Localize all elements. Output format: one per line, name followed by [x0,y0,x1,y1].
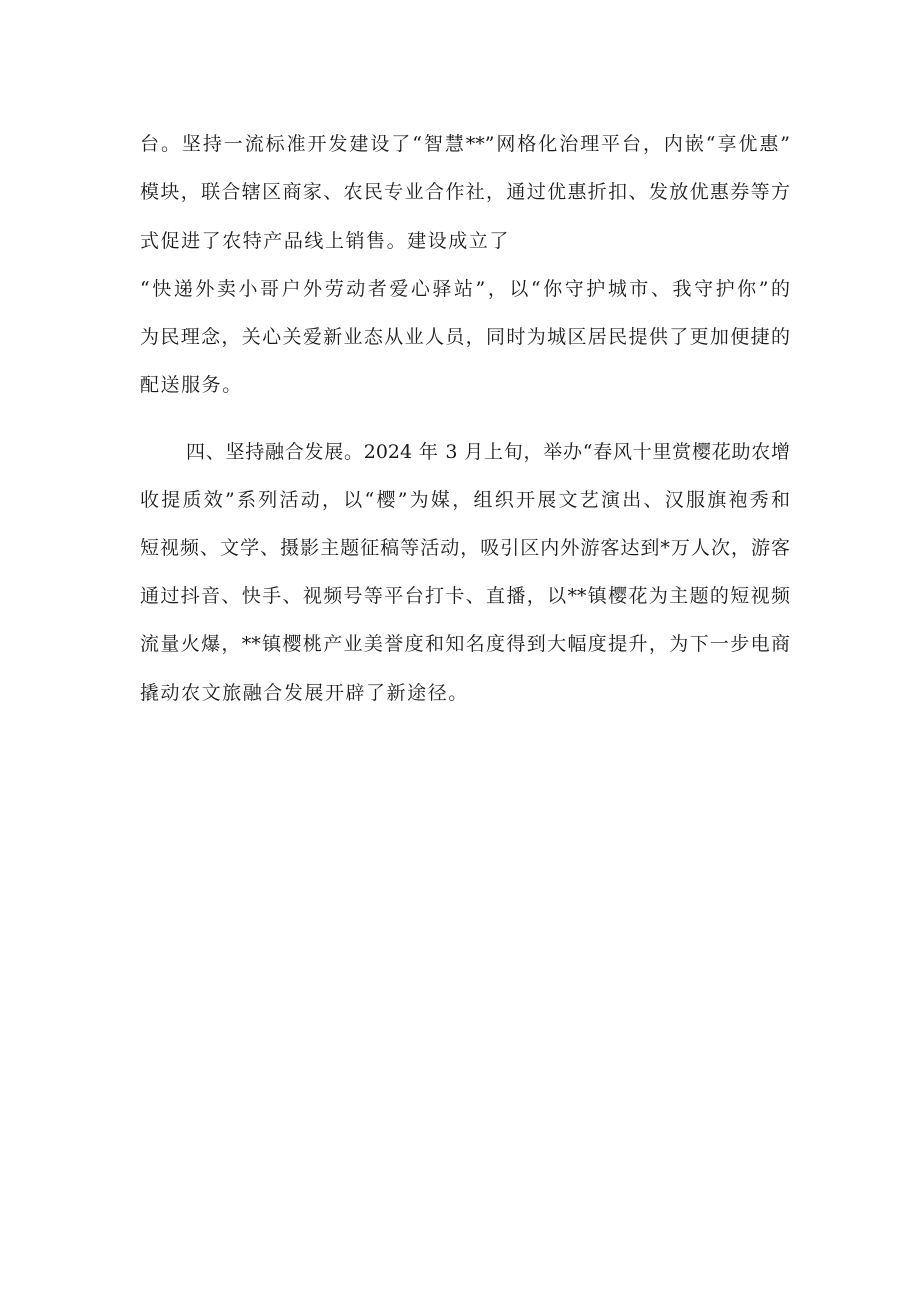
text-line: “快递外卖小哥户外劳动者爱心驿站”，以“你守护城市、我守护你”的 [140,278,790,300]
text-line: 台。坚持一流标准开发建设了“智慧**”网格化治理平台，内嵌“享优惠” [140,133,790,155]
text-line: 流量火爆，**镇樱桃产业美誉度和知名度得到大幅度提升，为下一步电商 [140,633,790,655]
text-line: 通过抖音、快手、视频号等平台打卡、直播，以**镇樱花为主题的短视频 [140,585,790,607]
text-line: 短视频、文学、摄影主题征稿等活动，吸引区内外游客达到*万人次，游客 [140,537,790,559]
text-line: 四、坚持融合发展。2024 年 3 月上旬，举办“春风十里赏樱花助农增 [186,441,790,463]
text-line: 模块，联合辖区商家、农民专业合作社，通过优惠折扣、发放优惠券等方 [140,181,790,203]
text-line: 为民理念，关心关爱新业态从业人员，同时为城区居民提供了更加便捷的 [140,326,790,348]
text-line: 配送服务。 [140,374,243,396]
text-line: 收提质效”系列活动，以“樱”为媒，组织开展文艺演出、汉服旗袍秀和 [140,489,790,511]
text-line: 式促进了农特产品线上销售。建设成立了 [140,230,510,252]
text-line: 撬动农文旅融合发展开辟了新途径。 [140,682,469,704]
